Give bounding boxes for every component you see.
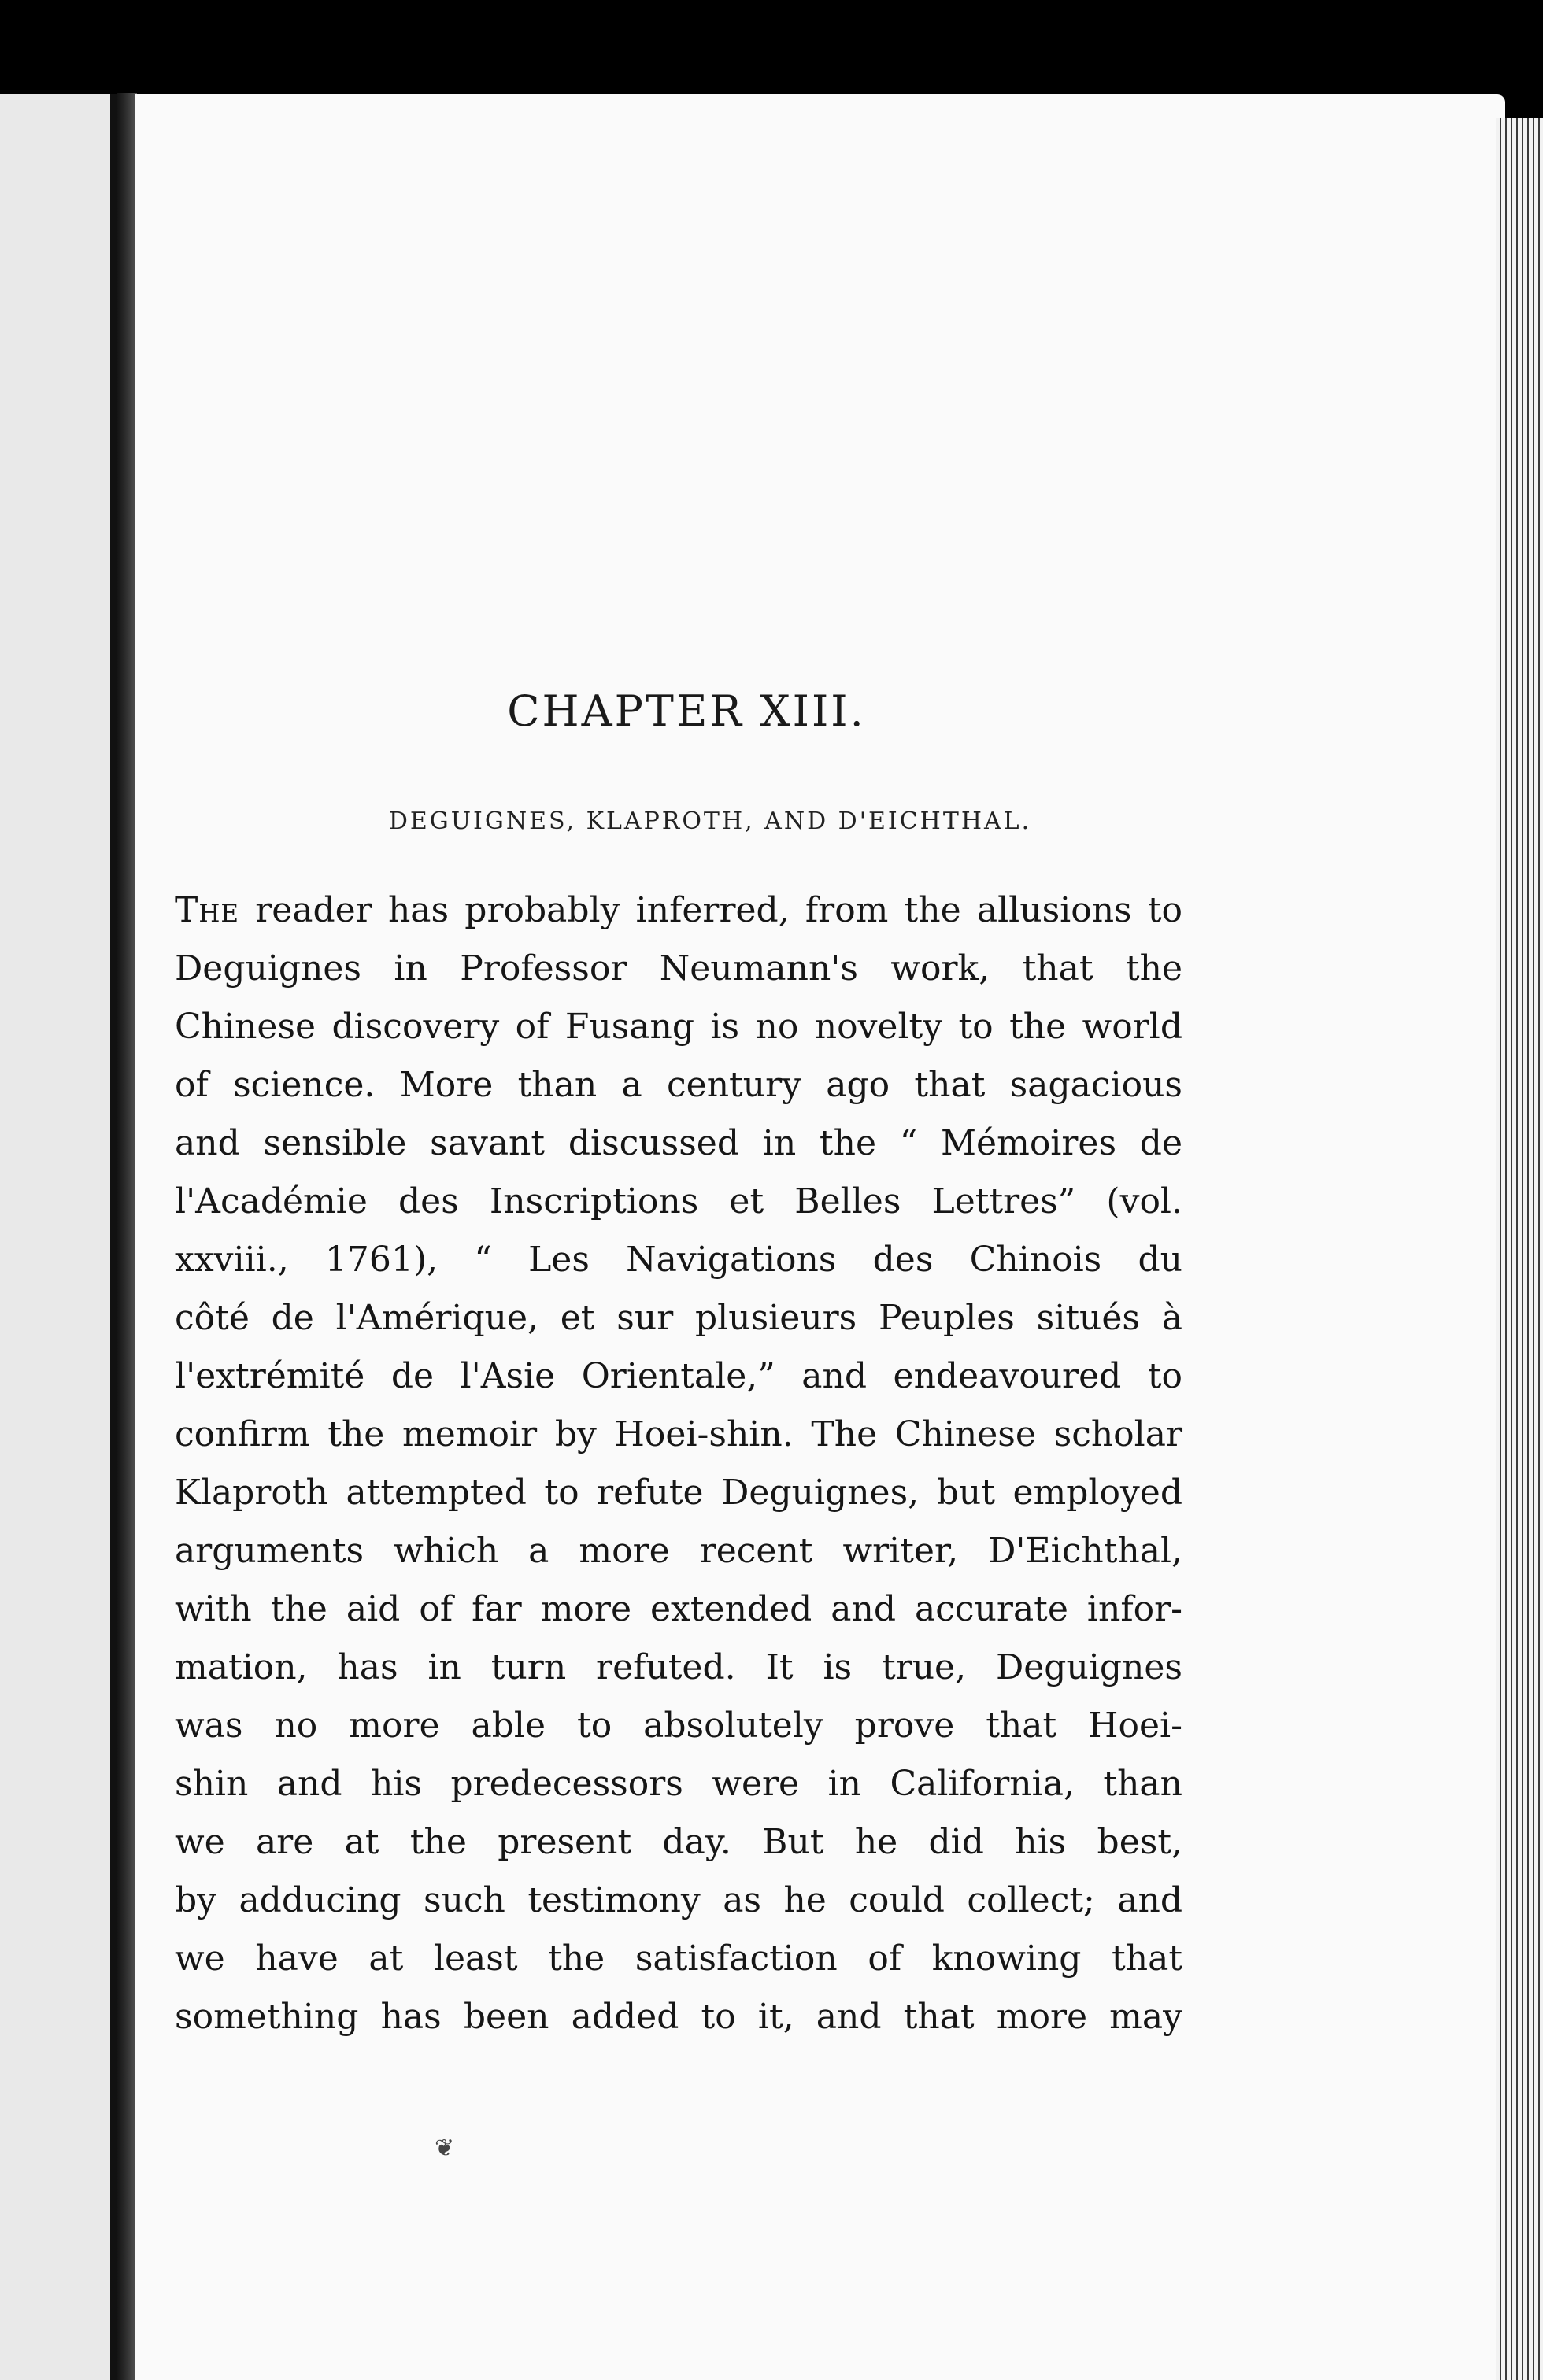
- text-line: côté de l'Amérique, et sur plusieurs Peuples situés à: [175, 1298, 1182, 1338]
- text-line-content: reader has probably inferred, from the allusions to: [239, 890, 1182, 930]
- text-line: of science. More than a century ago that sagacious: [175, 1065, 1182, 1105]
- text-line: and sensible savant discussed in the “ Mémoires de: [175, 1123, 1182, 1163]
- text-line: Deguignes in Professor Neumann's work, that the: [175, 948, 1182, 989]
- body-paragraph: [175, 881, 1182, 2046]
- text-line: was no more able to absolutely prove that Hoei-: [175, 1706, 1182, 1746]
- text-line: l'Académie des Inscriptions et Belles Lettres” (vol.: [175, 1181, 1182, 1221]
- text-line: shin and his predecessors were in California, than: [175, 1764, 1182, 1804]
- text-line: by adducing such testimony as he could collect; and: [175, 1880, 1182, 1920]
- chapter-subtitle: DEGUIGNES, KLAPROTH, AND D'EICHTHAL.: [388, 808, 1032, 835]
- text-line: [175, 881, 1182, 940]
- text-line: mation, has in turn refuted. It is true, Deguignes: [175, 1647, 1182, 1687]
- text-line: we have at least the satisfaction of knowing that: [175, 1938, 1182, 1979]
- chapter-heading: CHAPTER XIII.: [507, 686, 866, 736]
- page-ornament-icon: ❦: [435, 2134, 455, 2162]
- text-line: arguments which a more recent writer, D'Eichthal,: [175, 1531, 1182, 1571]
- text-line: something has been added to it, and that more may: [175, 1997, 1182, 2037]
- text-line: with the aid of far more extended and accurate infor-: [175, 1589, 1182, 1629]
- text-line: l'extrémité de l'Asie Orientale,” and endeavoured to: [175, 1356, 1182, 1396]
- book-gutter: [117, 93, 137, 2380]
- text-line: xxviii., 1761), “ Les Navigations des Chinois du: [175, 1240, 1182, 1280]
- text-line: Klaproth attempted to refute Deguignes, but employed: [175, 1473, 1182, 1513]
- text-line: Chinese discovery of Fusang is no novelty to the world: [175, 1007, 1182, 1047]
- page-stack-edge: [1496, 118, 1543, 2380]
- lead-word: The: [175, 890, 240, 930]
- text-line: we are at the present day. But he did his best,: [175, 1822, 1182, 1862]
- facing-page-edge: [0, 94, 118, 2380]
- text-line: confirm the memoir by Hoei-shin. The Chinese scholar: [175, 1414, 1182, 1454]
